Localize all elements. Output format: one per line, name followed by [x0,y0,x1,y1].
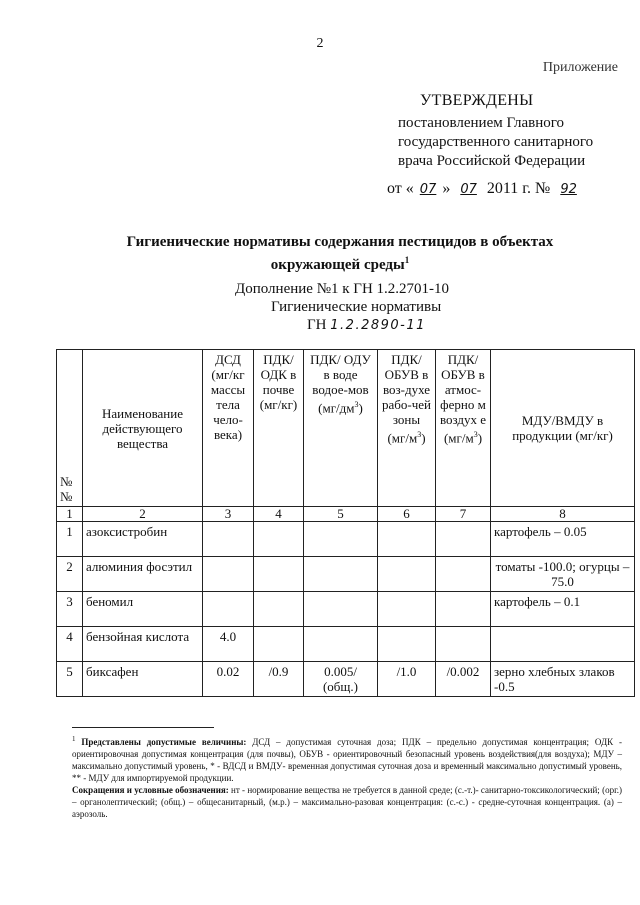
header-workzone-sup: 3 [417,430,422,439]
header-atmos-text: ПДК/ ОБУВ в атмос-ферно м воздух е (мг/м [439,352,487,446]
addendum-line-1: Дополнение №1 к ГН 1.2.2701-10 [235,281,450,297]
approved-heading: УТВЕРЖДЕНЫ [420,92,534,109]
date-month: 07 [460,182,477,197]
header-atmos [436,350,491,507]
header-dsd: ДСД (мг/кг массы тела чело-века) [203,350,254,507]
resolution-line: постановлением Главного [398,115,565,131]
header-water-text: ПДК/ ОДУ в воде водое-мов (мг/дм [310,352,371,416]
column-number-row [57,507,635,522]
footnote-p1-text: ДСД – допустимая суточная доза; ПДК – предельно допустимая концентрация; ОДК - ориентировочная допустимая концентрация (для почвы), ОБУВ - ориентировочный безопасный уровень воздействия(для воздуха); МДУ – максимально допустимый уровень, * - ВДСД и ВМДУ- временная допустимая суточная доза и временный максимально допустимый уровень, ** - МДУ для импортируемой продукции. [72,737,622,783]
table-row [57,592,635,627]
cell-dsd [203,557,254,592]
header-workzone-text: ПДК/ ОБУВ в воз-духе рабо-чей зоны (мг/м [382,352,431,446]
column-number: 1 [57,507,83,522]
resolution-line: государственного санитарного [398,134,594,150]
cell-water [304,557,378,592]
cell-mdu: картофель – 0.05 [491,522,635,557]
column-number: 3 [203,507,254,522]
header-mdu: МДУ/ВМДУ в продукции (мг/кг) [491,350,635,507]
resolution-line: врача Российской Федерации [398,153,586,169]
date-day-suffix: » [442,180,451,197]
norms-table [56,349,635,697]
approval-resolution [398,114,593,171]
footnote-p1-heading: Представлены допустимые величины: [81,737,247,747]
header-num: № № [57,350,83,507]
footnote [72,733,622,820]
footnote-paragraph-1 [72,733,622,784]
approval-date-line [387,180,583,198]
cell-soil [254,557,304,592]
substance-name: бензойная кислота [83,627,203,662]
title-footnote-mark: 1 [404,255,410,265]
header-workzone [378,350,436,507]
cell-water: 0.005/ (общ.) [304,662,378,697]
page-number: 2 [316,36,324,51]
row-number: 1 [57,522,83,557]
substance-name: беномил [83,592,203,627]
row-number: 5 [57,662,83,697]
date-year: 2011 г. № [486,180,551,197]
substance-name: азоксистробин [83,522,203,557]
cell-dsd: 0.02 [203,662,254,697]
row-number: 3 [57,592,83,627]
cell-workzone: /1.0 [378,662,436,697]
column-number: 5 [304,507,378,522]
gn-number: 1.2.2890-11 [330,318,426,333]
cell-mdu: картофель – 0.1 [491,592,635,627]
cell-dsd [203,592,254,627]
column-number: 8 [491,507,635,522]
cell-mdu: томаты -100.0; огурцы – 75.0 [491,557,635,592]
column-number: 4 [254,507,304,522]
header-name: Наименование действующего вещества [83,350,203,507]
appendix-label: Приложение [542,60,618,75]
cell-mdu [491,627,635,662]
header-water-sup: 3 [354,400,359,409]
column-number: 7 [436,507,491,522]
table-header-row [57,350,635,507]
header-workzone-end: ) [421,430,426,446]
column-number: 6 [378,507,436,522]
cell-water [304,627,378,662]
addendum-line-2: Гигиенические нормативы [271,299,442,315]
table-row [57,662,635,697]
document-number: 92 [560,182,577,197]
substance-name: биксафен [83,662,203,697]
header-atmos-sup: 3 [473,430,478,439]
substance-name: алюминия фосэтил [83,557,203,592]
row-number: 2 [57,557,83,592]
column-number: 2 [83,507,203,522]
cell-soil [254,592,304,627]
cell-atmos [436,627,491,662]
cell-mdu: зерно хлебных злаков -0.5 [491,662,635,697]
cell-atmos [436,522,491,557]
cell-dsd: 4.0 [203,627,254,662]
cell-water [304,592,378,627]
footnote-divider [72,727,214,728]
table-row [57,522,635,557]
table-row [57,627,635,662]
cell-workzone [378,557,436,592]
table-row [57,557,635,592]
header-soil: ПДК/ ОДК в почве (мг/кг) [254,350,304,507]
cell-workzone [378,592,436,627]
footnote-p2-heading: Сокращения и условные обозначения: [72,785,229,795]
cell-atmos: /0.002 [436,662,491,697]
date-prefix: от « [387,180,414,197]
cell-workzone [378,627,436,662]
title-line-2: окружающей среды [270,257,405,273]
document-title [80,233,600,274]
cell-atmos [436,557,491,592]
gn-prefix: ГН [307,317,327,333]
cell-dsd [203,522,254,557]
title-line-1: Гигиенические нормативы содержания пестицидов в объектах [126,234,554,250]
footnote-mark: 1 [72,735,76,743]
cell-atmos [436,592,491,627]
date-day: 07 [419,182,437,197]
cell-soil [254,522,304,557]
cell-soil [254,627,304,662]
header-atmos-end: ) [477,430,483,446]
header-water-end: ) [358,400,363,416]
row-number: 4 [57,627,83,662]
header-water [304,350,378,507]
cell-water [304,522,378,557]
addendum-block [235,280,449,335]
cell-soil: /0.9 [254,662,304,697]
footnote-p2-text: нт - нормирование вещества не требуется в данной среде; (с.-т.)- санитарно-токсикологический; (орг.) – органолептический; (общ.) – общесанитарный, (м.р.) – максимально-разовая концентрация: (с.-с.) - средне-суточная концентрация. (а) – аэрозоль. [72,785,623,819]
footnote-paragraph-2 [72,784,622,820]
cell-workzone [378,522,436,557]
